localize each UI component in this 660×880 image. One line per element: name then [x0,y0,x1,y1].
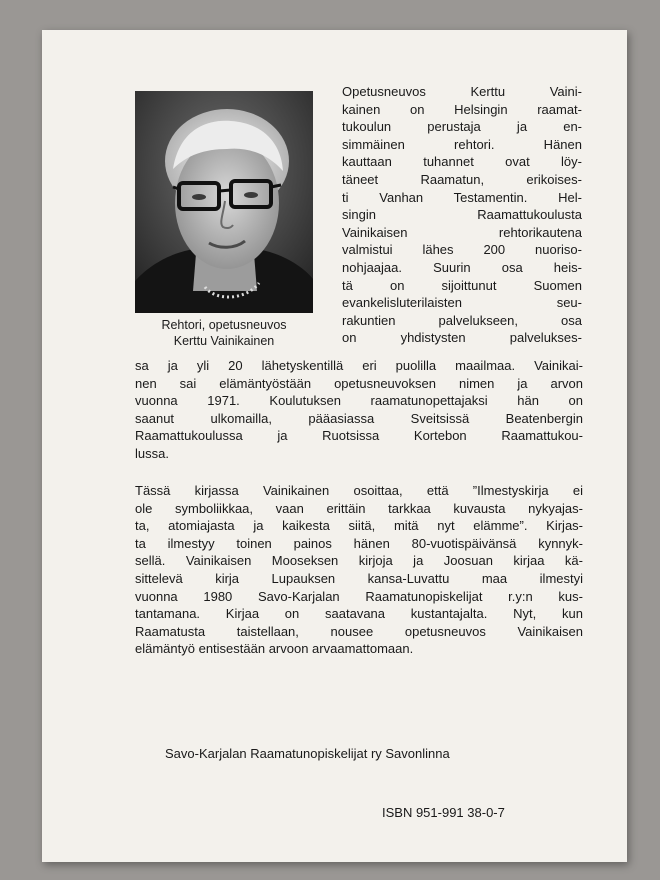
text-line: Tässä kirjassa Vainikainen osoittaa, että ”Ilmestyskirja ei [135,483,583,498]
text-line: Opetusneuvos Kerttu Vaini- [342,84,582,99]
publisher-line: Savo-Karjalan Raamatunopiskelijat ry Savonlinna [165,746,450,761]
portrait-photo [135,91,313,313]
text-line: valmistui lähes 200 nuoriso- [342,242,582,258]
text-line: simmäinen rehtori. Hänen [342,136,582,152]
text-line: kauttaan tuhannet ovat löy- [342,154,582,170]
photo-caption [124,317,324,349]
text-line: ta ilmestyy toinen painos hänen 80-vuotispäivänsä kynnyk- [135,535,583,551]
book-description [135,482,583,658]
text-line: nohjaajaa. Suurin osa heis- [342,259,582,275]
text-line: vuonna 1971. Koulutuksen raamatunopettajaksi hän on [135,393,583,409]
text-line: Vainikaisen rehtorikautena [342,224,582,240]
text-line: nen sai elämäntyöstään opetusneuvoksen nimen ja arvon [135,375,583,391]
text-line: sa ja yli 20 lähetyskentillä eri puolilla maailmaa. Vainikai- [135,358,583,373]
text-line: evankelisluterilaisten seu- [342,295,582,311]
text-line: kainen on Helsingin raamat- [342,101,582,117]
back-cover [42,30,627,862]
text-line: vuonna 1980 Savo-Karjalan Raamatunopiskelijat r.y:n kus- [135,588,583,604]
text-line: Raamatusta taistellaan, nousee opetusneuvos Vainikaisen [135,623,583,639]
text-line: rakuntien palvelukseen, osa [342,312,582,328]
text-line: Raamattukoulussa ja Ruotsissa Kortebon Raamattukou- [135,428,583,444]
text-line: ti Vanhan Testamentin. Hel- [342,189,582,205]
text-line: tä on sijoittunut Suomen [342,277,582,293]
text-line: lussa. [135,445,169,461]
text-line: tukoulun perustaja ja en- [342,119,582,135]
portrait-image [135,91,313,313]
isbn-line: ISBN 951-991 38-0-7 [382,805,505,820]
text-line: ta, atomiajasta ja kaikesta siitä, mitä nyt elämme”. Kirjas- [135,518,583,534]
text-line: on yhdistysten palvelukses- [342,330,582,346]
text-line: täneet Raamatun, erikoises- [342,171,582,187]
text-line: sittelevä kirja Lupauksen kansa-Luvattu maa ilmestyi [135,570,583,586]
caption-line: Rehtori, opetusneuvos [161,318,287,332]
text-line: singin Raamattukoulusta [342,207,582,223]
text-line: saanut ulkomailla, pääasiassa Sveitsissä Beatenbergin [135,410,583,426]
bio-column-right [342,83,582,347]
text-line: elämäntyö entisestään arvoon arvaamattomaan. [135,641,414,657]
text-line: ole symboliikkaa, vaan erittäin tarkkaa kuvausta nykyajas- [135,500,583,516]
text-line: sellä. Vainikaisen Mooseksen kirjoja ja Joosuan kirjaa kä- [135,553,583,569]
caption-line: Kerttu Vainikainen [173,334,275,348]
text-line: tantamana. Kirjaa on saatavana kustantajalta. Nyt, kun [135,606,583,622]
bio-continuation [135,357,583,463]
